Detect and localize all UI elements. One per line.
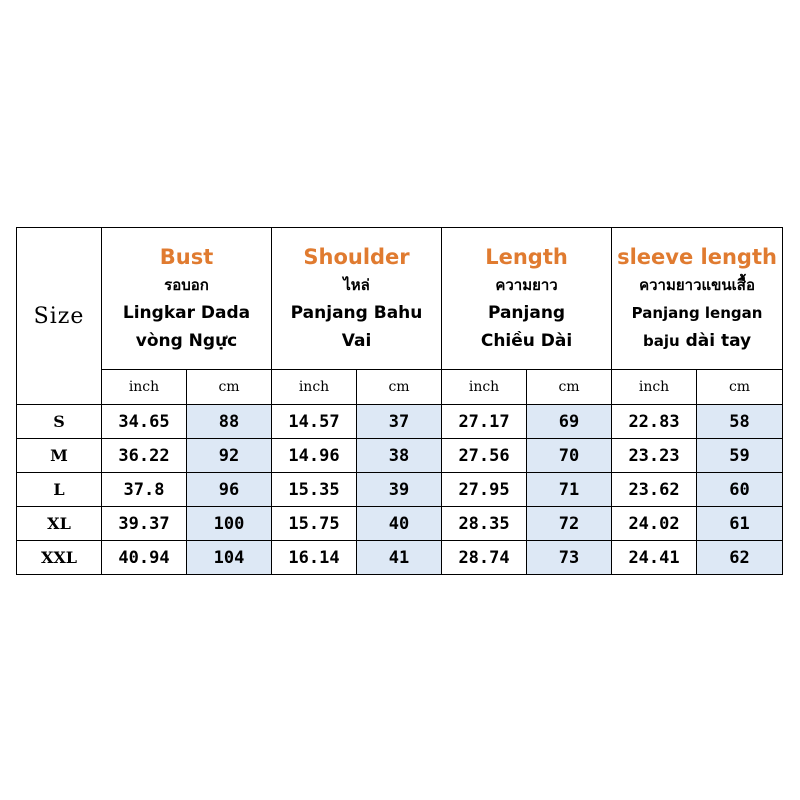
cm-value-cell: 71 [527,473,612,507]
inch-value-cell: 28.35 [442,507,527,541]
size-chart-table [16,227,783,575]
table-row [17,473,783,507]
inch-value-cell: 23.62 [612,473,697,507]
size-header: Size [17,228,102,405]
unit-cell: inch [442,370,527,405]
sleeve-length-malay-cont: baju [642,331,680,350]
cm-value-cell: 38 [357,439,442,473]
inch-value-cell: 24.02 [612,507,697,541]
sleeve-length-title: sleeve length [617,244,777,269]
inch-value-cell: 28.74 [442,541,527,575]
cm-value-cell: 96 [187,473,272,507]
length-viet: Chiều Dài [480,330,573,351]
inch-value-cell: 14.57 [272,405,357,439]
inch-value-cell: 27.56 [442,439,527,473]
inch-value-cell: 27.95 [442,473,527,507]
size-cell: XL [17,507,102,541]
length-title: Length [485,244,568,269]
cm-value-cell: 72 [527,507,612,541]
bust-thai: รอบอก [164,275,209,294]
bust-title: Bust [159,244,214,269]
shoulder-malay: Panjang Bahu [290,302,423,323]
table-row [17,507,783,541]
table-row [17,405,783,439]
shoulder-thai: ไหล่ [343,275,370,294]
table-row [17,439,783,473]
cm-value-cell: 88 [187,405,272,439]
length-malay: Panjang [487,302,566,323]
cm-value-cell: 92 [187,439,272,473]
size-rows [17,405,783,575]
unit-cell: inch [102,370,187,405]
length-header [442,228,612,370]
size-cell: L [17,473,102,507]
size-cell: M [17,439,102,473]
inch-value-cell: 16.14 [272,541,357,575]
inch-value-cell: 27.17 [442,405,527,439]
bust-viet: vòng Ngực [135,330,238,351]
inch-value-cell: 36.22 [102,439,187,473]
unit-cell: cm [357,370,442,405]
cm-value-cell: 62 [697,541,783,575]
shoulder-title: Shoulder [303,244,410,269]
unit-cell: cm [697,370,783,405]
inch-value-cell: 14.96 [272,439,357,473]
size-cell: XXL [17,541,102,575]
cm-value-cell: 61 [697,507,783,541]
unit-cell: inch [612,370,697,405]
unit-cell: inch [272,370,357,405]
shoulder-header [272,228,442,370]
size-cell: S [17,405,102,439]
cm-value-cell: 100 [187,507,272,541]
inch-value-cell: 34.65 [102,405,187,439]
inch-value-cell: 37.8 [102,473,187,507]
sleeve-length-viet: dài tay [685,330,752,351]
inch-value-cell: 39.37 [102,507,187,541]
inch-value-cell: 23.23 [612,439,697,473]
sleeve-length-header [612,228,783,370]
length-thai: ความยาว [495,275,558,294]
unit-cell: cm [187,370,272,405]
table-row [17,541,783,575]
cm-value-cell: 73 [527,541,612,575]
cm-value-cell: 37 [357,405,442,439]
sleeve-length-split-line [612,327,782,355]
cm-value-cell: 39 [357,473,442,507]
cm-value-cell: 60 [697,473,783,507]
cm-value-cell: 70 [527,439,612,473]
cm-value-cell: 41 [357,541,442,575]
unit-row [17,370,783,405]
inch-value-cell: 15.75 [272,507,357,541]
sleeve-length-malay: Panjang lengan [631,303,763,322]
bust-header [102,228,272,370]
header-row [17,228,783,370]
cm-value-cell: 58 [697,405,783,439]
cm-value-cell: 59 [697,439,783,473]
shoulder-viet: Vai [341,330,372,351]
sleeve-length-thai: ความยาวแขนเสื้อ [639,275,755,294]
unit-cell: cm [527,370,612,405]
inch-value-cell: 22.83 [612,405,697,439]
cm-value-cell: 40 [357,507,442,541]
inch-value-cell: 24.41 [612,541,697,575]
inch-value-cell: 40.94 [102,541,187,575]
inch-value-cell: 15.35 [272,473,357,507]
cm-value-cell: 104 [187,541,272,575]
bust-malay: Lingkar Dada [122,302,251,323]
cm-value-cell: 69 [527,405,612,439]
